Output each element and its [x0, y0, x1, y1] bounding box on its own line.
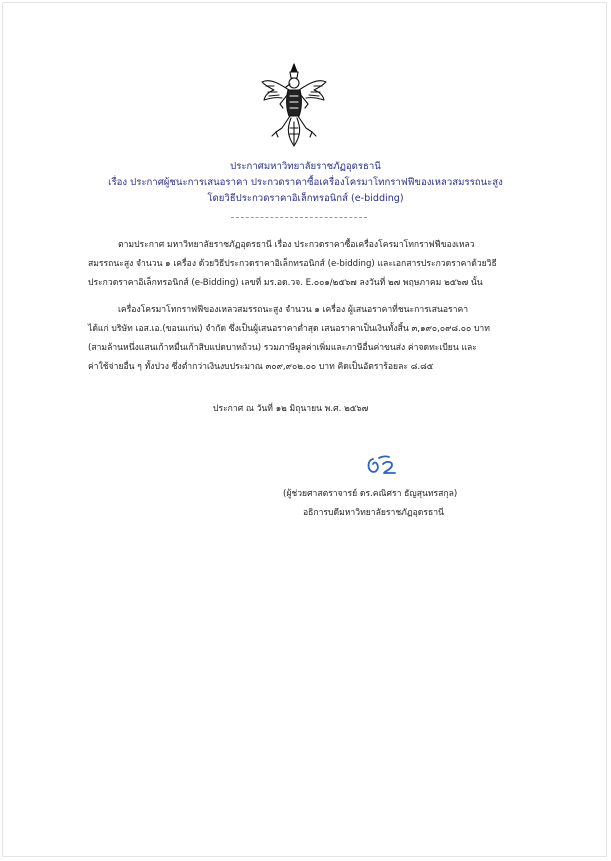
paragraph2-line: ได้แก่ บริษัท เอส.เอ.(ขอนแก่น) จำกัด ซึ่งเป็นผู้เสนอราคาต่ำสุด เสนอราคาเป็นเงินทั้งสิ้น ๓,๑๙๐,๐๙๘.๐๐ บาท — [88, 324, 490, 334]
paragraph1-line: สมรรถนะสูง จำนวน ๑ เครื่อง ด้วยวิธีประกวดราคาอิเล็กทรอนิกส์ (e-bidding) และเอกสารประกวดราคาด้วยวิธี — [88, 259, 497, 269]
signer-position: อธิการบดีมหาวิทยาลัยราชภัฏอุดรธานี — [303, 508, 444, 518]
signer-name: (ผู้ช่วยศาสตราจารย์ ดร.คณิศรา ธัญสุนทรสกุล) — [283, 489, 458, 499]
announcement-title: ประกาศมหาวิทยาลัยราชภัฏอุดรธานี — [230, 161, 381, 172]
paragraph2-line: ค่าใช้จ่ายอื่น ๆ ทั้งปวง ซึ่งต่ำกว่าเงินงบประมาณ ๓๐๙,๙๐๒.๐๐ บาท คิดเป็นอัตราร้อยละ ๘.๘๕ — [88, 362, 434, 372]
title-divider — [231, 217, 367, 218]
announcement-subject: เรื่อง ประกาศผู้ชนะการเสนอราคา ประกวดราคาซื้อเครื่องโครมาโทกราฟฟีของเหลวสมรรถนะสูง — [108, 177, 503, 188]
paragraph2-line: (สามล้านหนึ่งแสนเก้าหมื่นเก้าสิบแปดบาทถ้วน) รวมภาษีมูลค่าเพิ่มและภาษีอื่นค่าขนส่ง ค่าจดทะเบียน และ — [88, 343, 477, 353]
announcement-method: โดยวิธีประกวดราคาอิเล็กทรอนิกส์ (e-bidding) — [207, 193, 404, 204]
paragraph1-line: ประกวดราคาอิเล็กทรอนิกส์ (e-Bidding) เลขที่ มร.อด.วจ. E.๐๐๑/๒๕๖๗ ลงวันที่ ๒๗ พฤษภาคม ๒๕๖๗ นั้น — [88, 278, 483, 288]
paragraph1-line: ตามประกาศ มหาวิทยาลัยราชภัฏอุดรธานี เรื่อง ประกวดราคาซื้อเครื่องโครมาโทกราฟฟีของเหลว — [118, 240, 475, 250]
garuda-emblem-icon — [260, 62, 328, 150]
announce-date: ประกาศ ณ วันที่ ๑๒ มิถุนายน พ.ศ. ๒๕๖๗ — [213, 404, 369, 414]
paragraph2-line: เครื่องโครมาโทกราฟฟีของเหลวสมรรถนะสูง จำนวน ๑ เครื่อง ผู้เสนอราคาที่ชนะการเสนอราคา — [118, 305, 469, 315]
signature-image — [365, 455, 405, 477]
